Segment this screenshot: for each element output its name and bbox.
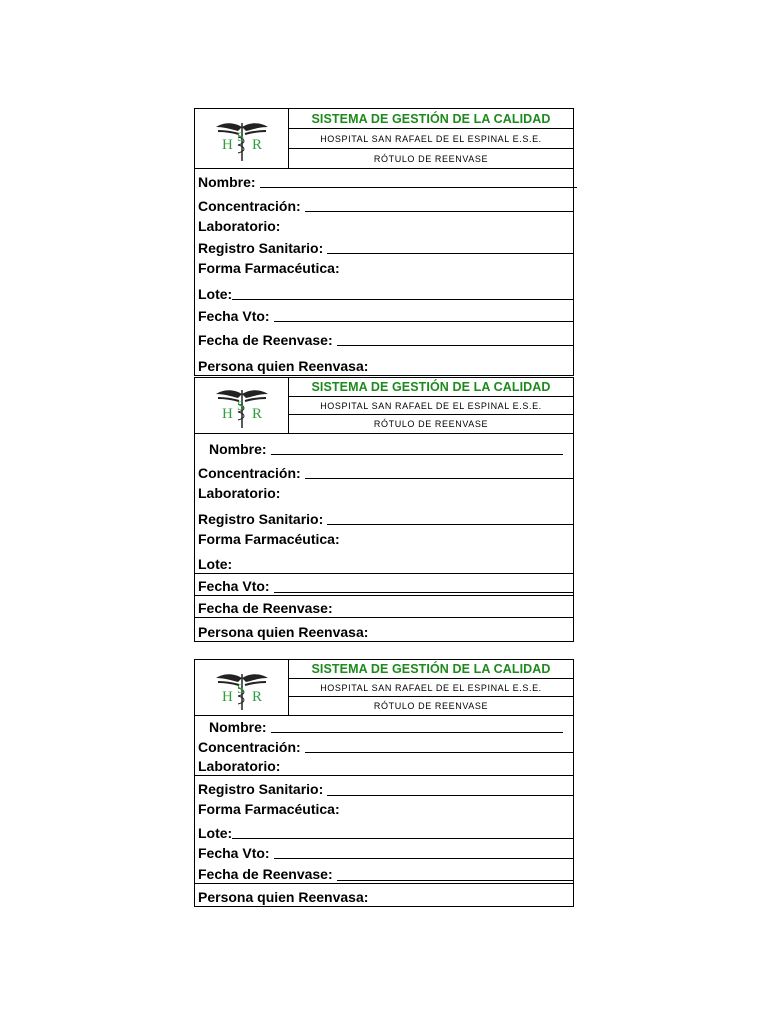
- field-forma[interactable]: Forma Farmacéutica:: [198, 531, 340, 547]
- hospital-name: HOSPITAL SAN RAFAEL DE EL ESPINAL E.S.E.: [320, 400, 542, 411]
- form-title: RÓTULO DE REENVASE: [373, 419, 489, 430]
- field-nombre[interactable]: Nombre:: [195, 716, 573, 736]
- field-lote[interactable]: Lote:: [195, 548, 573, 574]
- field-registro[interactable]: Registro Sanitario:: [195, 776, 573, 798]
- field-concentracion[interactable]: Concentración:: [195, 736, 573, 756]
- field-fecha-reenvase[interactable]: Fecha de Reenvase:: [195, 325, 573, 349]
- svg-text:H: H: [221, 136, 233, 153]
- svg-text:S: S: [236, 128, 244, 144]
- field-laboratorio[interactable]: Laboratorio:: [195, 756, 573, 776]
- field-concentracion[interactable]: Concentración:: [195, 458, 573, 482]
- system-title: SISTEMA DE GESTIÓN DE LA CALIDAD: [311, 379, 551, 394]
- field-laboratorio[interactable]: Laboratorio:: [198, 485, 281, 501]
- field-nombre[interactable]: Nombre:: [195, 169, 573, 191]
- system-title: SISTEMA DE GESTIÓN DE LA CALIDAD: [311, 661, 551, 676]
- field-fecha-reenvase[interactable]: Fecha de Reenvase:: [195, 596, 573, 618]
- hospital-logo: [195, 378, 289, 433]
- svg-text:H: H: [221, 405, 233, 422]
- field-registro[interactable]: Registro Sanitario:: [195, 502, 573, 528]
- field-forma[interactable]: Forma Farmacéutica:: [198, 260, 340, 276]
- field-persona[interactable]: Persona quien Reenvasa:: [198, 624, 369, 640]
- field-laboratorio[interactable]: Laboratorio:: [198, 218, 281, 234]
- svg-text:R: R: [251, 688, 262, 705]
- hospital-name: HOSPITAL SAN RAFAEL DE EL ESPINAL E.S.E.: [320, 682, 542, 693]
- field-fecha-vto[interactable]: Fecha Vto:: [195, 842, 573, 862]
- svg-text:R: R: [251, 136, 262, 153]
- card-header: [195, 109, 573, 169]
- field-fecha-vto[interactable]: Fecha Vto:: [195, 303, 573, 325]
- caduceus-logo-icon: [202, 664, 282, 712]
- field-registro[interactable]: Registro Sanitario:: [195, 235, 573, 257]
- system-title: SISTEMA DE GESTIÓN DE LA CALIDAD: [311, 111, 551, 126]
- form-title: RÓTULO DE REENVASE: [373, 153, 489, 164]
- field-fecha-vto[interactable]: Fecha Vto:: [195, 574, 573, 596]
- field-lote[interactable]: Lote:: [195, 277, 573, 303]
- form-title: RÓTULO DE REENVASE: [373, 701, 489, 712]
- caduceus-logo-icon: [202, 382, 282, 430]
- card-header: [195, 378, 573, 434]
- svg-text:R: R: [251, 405, 262, 422]
- svg-text:H: H: [221, 688, 233, 705]
- hospital-logo: [195, 660, 289, 715]
- label-card-1: [194, 108, 574, 376]
- hospital-logo: [195, 109, 289, 168]
- field-lote[interactable]: Lote:: [195, 818, 573, 842]
- hospital-name: HOSPITAL SAN RAFAEL DE EL ESPINAL E.S.E.: [320, 133, 542, 144]
- field-persona[interactable]: Persona quien Reenvasa:: [198, 358, 369, 374]
- svg-text:S: S: [236, 680, 244, 696]
- field-persona[interactable]: Persona quien Reenvasa:: [198, 889, 369, 905]
- label-card-3: [194, 659, 574, 907]
- field-forma[interactable]: Forma Farmacéutica:: [198, 801, 340, 817]
- field-concentracion[interactable]: Concentración:: [195, 191, 573, 215]
- svg-text:S: S: [236, 397, 244, 413]
- field-fecha-reenvase[interactable]: Fecha de Reenvase:: [195, 862, 573, 884]
- field-nombre[interactable]: Nombre:: [195, 434, 573, 458]
- card-header: [195, 660, 573, 716]
- label-card-2: [194, 377, 574, 642]
- caduceus-logo-icon: [202, 115, 282, 163]
